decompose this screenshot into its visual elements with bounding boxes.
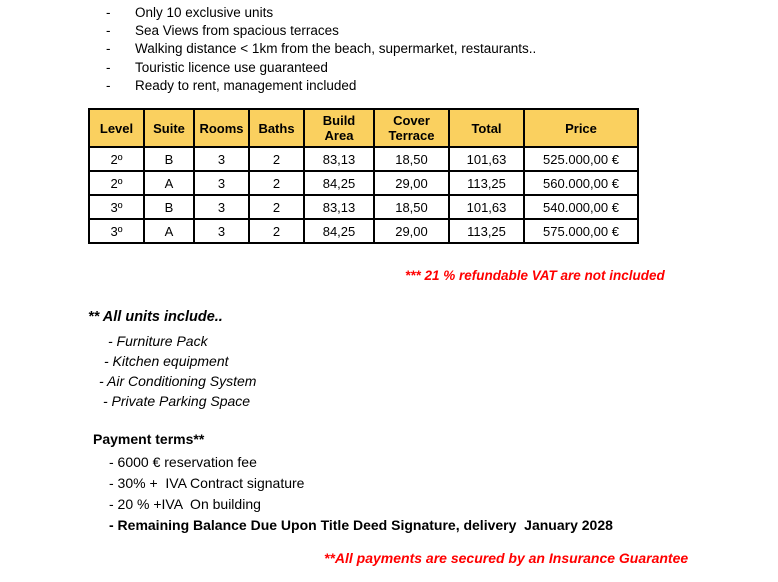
- includes-item: - Private Parking Space: [103, 393, 251, 409]
- cell-level: 2º: [89, 147, 144, 171]
- payment-terms-title: Payment terms**: [93, 431, 205, 447]
- cell-build-area: 83,13: [304, 147, 374, 171]
- cell-total: 113,25: [449, 219, 524, 243]
- column-header-rooms: Rooms: [194, 109, 249, 147]
- cell-baths: 2: [249, 171, 304, 195]
- cell-rooms: 3: [194, 147, 249, 171]
- table-row: [89, 147, 638, 171]
- cell-build-area: 84,25: [304, 219, 374, 243]
- cell-suite: A: [144, 171, 194, 195]
- payment-item: - 20 % +IVA On building: [109, 496, 261, 512]
- cell-suite: A: [144, 219, 194, 243]
- cell-suite: B: [144, 147, 194, 171]
- payment-item: - 6000 € reservation fee: [109, 454, 257, 470]
- bullet-dash: -: [106, 5, 111, 20]
- list-item: [106, 22, 536, 40]
- includes-item: - Furniture Pack: [108, 333, 208, 349]
- table-row: [89, 219, 638, 243]
- includes-title: ** All units include..: [88, 309, 223, 325]
- cell-suite: B: [144, 195, 194, 219]
- highlight-text: Sea Views from spacious terraces: [135, 23, 339, 39]
- cell-rooms: 3: [194, 195, 249, 219]
- cell-build-area: 84,25: [304, 171, 374, 195]
- cell-total: 101,63: [449, 147, 524, 171]
- highlights-list: [106, 4, 536, 95]
- highlight-text: Walking distance < 1km from the beach, supermarket, restaurants..: [135, 41, 537, 57]
- column-header-price: Price: [524, 109, 638, 147]
- cell-baths: 2: [249, 147, 304, 171]
- cell-baths: 2: [249, 195, 304, 219]
- payment-item-final-balance: - Remaining Balance Due Upon Title Deed Signature, delivery January 2028: [109, 517, 613, 533]
- cell-build-area: 83,13: [304, 195, 374, 219]
- vat-note: *** 21 % refundable VAT are not included: [405, 268, 665, 283]
- cell-cover-terrace: 18,50: [374, 147, 449, 171]
- table-row: [89, 195, 638, 219]
- column-header-total: Total: [449, 109, 524, 147]
- cell-price: 540.000,00 €: [524, 195, 638, 219]
- payment-item: - 30% + IVA Contract signature: [109, 475, 305, 491]
- column-header-baths: Baths: [249, 109, 304, 147]
- cell-total: 113,25: [449, 171, 524, 195]
- bullet-dash: -: [106, 59, 111, 75]
- highlight-text: Ready to rent, management included: [135, 77, 357, 93]
- includes-section: [88, 307, 256, 411]
- cell-level: 2º: [89, 171, 144, 195]
- includes-item: - Air Conditioning System: [99, 373, 257, 389]
- highlight-text: Touristic licence use guaranteed: [135, 59, 328, 75]
- bullet-dash: -: [106, 23, 111, 39]
- cell-price: 575.000,00 €: [524, 219, 638, 243]
- cell-price: 560.000,00 €: [524, 171, 638, 195]
- payment-section: [93, 429, 613, 536]
- column-header-level: Level: [89, 109, 144, 147]
- cell-cover-terrace: 29,00: [374, 171, 449, 195]
- bullet-dash: -: [106, 77, 111, 93]
- cell-rooms: 3: [194, 171, 249, 195]
- cell-level: 3º: [89, 219, 144, 243]
- table-row: [89, 171, 638, 195]
- list-item: [106, 4, 536, 22]
- pricing-table: [88, 108, 639, 244]
- list-item: [106, 59, 536, 77]
- includes-item: - Kitchen equipment: [104, 353, 229, 369]
- cell-cover-terrace: 29,00: [374, 219, 449, 243]
- cell-total: 101,63: [449, 195, 524, 219]
- list-item: [106, 77, 536, 95]
- cell-baths: 2: [249, 219, 304, 243]
- cell-cover-terrace: 18,50: [374, 195, 449, 219]
- list-item: [106, 40, 536, 58]
- bullet-dash: -: [106, 41, 111, 57]
- cell-rooms: 3: [194, 219, 249, 243]
- column-header-build-area: Build Area: [304, 109, 374, 147]
- insurance-note: **All payments are secured by an Insurance Guarantee: [324, 550, 689, 566]
- column-header-cover-terrace: Cover Terrace: [374, 109, 449, 147]
- cell-price: 525.000,00 €: [524, 147, 638, 171]
- table-header-row: [89, 109, 638, 147]
- column-header-suite: Suite: [144, 109, 194, 147]
- highlight-text: Only 10 exclusive units: [135, 5, 274, 20]
- cell-level: 3º: [89, 195, 144, 219]
